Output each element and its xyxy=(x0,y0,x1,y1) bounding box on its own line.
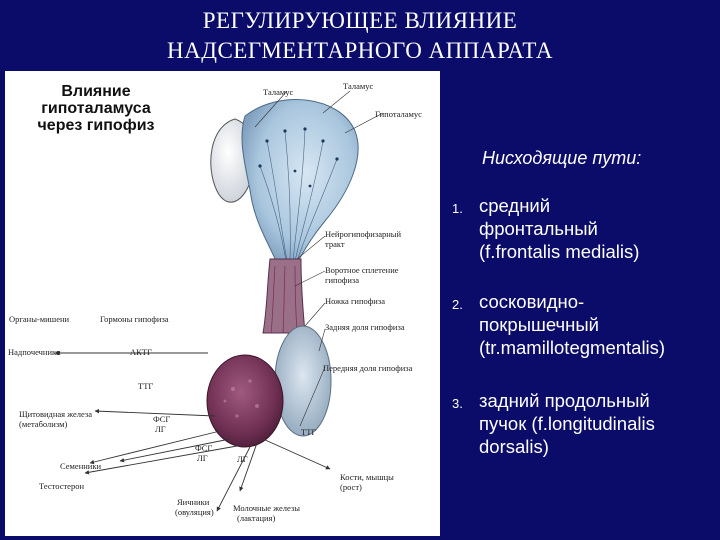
label-testes: Семенники xyxy=(60,461,102,471)
pathway-number-3: 3. xyxy=(452,396,463,411)
label-mammary-2: (лактация) xyxy=(237,513,276,523)
pathway-number-2: 2. xyxy=(452,297,463,312)
label-fsg-2: ФСГ xyxy=(195,443,213,453)
pathway-text-1: средний фронтальный (f.frontalis medialis) xyxy=(479,195,640,262)
label-bones-2: (рост) xyxy=(340,482,362,492)
label-ttg-2: ТТГ xyxy=(301,427,317,437)
caption-line-3: через гипофиз xyxy=(37,117,155,134)
caption-line-2: гипоталамуса xyxy=(41,100,151,117)
label-thyroid-1: Щитовидная железа xyxy=(19,409,93,419)
label-hypothalamus: Гипоталамус xyxy=(375,109,422,119)
pathway-number-1: 1. xyxy=(452,201,463,216)
slide-title xyxy=(0,6,720,66)
label-ttg-1: ТТГ xyxy=(138,381,154,391)
label-stalk: Ножка гипофиза xyxy=(325,296,385,306)
label-thalamus-left: Таламус xyxy=(263,87,294,97)
title-line-1: РЕГУЛИРУЮЩЕЕ ВЛИЯНИЕ xyxy=(202,8,518,33)
label-anterior-lobe: Передняя доля гипофиза xyxy=(323,363,413,373)
label-posterior-lobe: Задняя доля гипофиза xyxy=(325,322,405,332)
label-fsg-1: ФСГ xyxy=(153,414,171,424)
title-line-2: НАДСЕГМЕНТАРНОГО АППАРАТА xyxy=(167,38,553,63)
label-lg-2: ЛГ xyxy=(197,453,208,463)
label-thyroid-2: (метаболизм) xyxy=(19,419,68,429)
caption-line-1: Влияние xyxy=(61,83,131,100)
label-acth: АКТГ xyxy=(130,347,152,357)
label-ovaries-2: (овуляция) xyxy=(175,507,214,517)
pathway-text-2: сосковидно- покрышечный (tr.mamillotegmentalis) xyxy=(479,291,666,358)
label-ovaries-1: Яичники xyxy=(177,497,210,507)
label-bones-1: Кости, мышцы xyxy=(340,472,394,482)
label-mammary-1: Молочные железы xyxy=(233,503,300,513)
label-target-organs: Органы-мишени xyxy=(9,314,70,324)
figure-panel xyxy=(5,71,440,536)
label-adrenals: Надпочечники xyxy=(8,347,61,357)
label-neuro-tract-2: тракт xyxy=(325,239,345,249)
label-lg-1: ЛГ xyxy=(155,424,166,434)
label-thalamus-right: Таламус xyxy=(343,81,374,91)
pathways-heading: Нисходящие пути: xyxy=(482,148,642,168)
label-pituitary-hormones: Гормоны гипофиза xyxy=(100,314,169,324)
label-lg-3: ЛГ xyxy=(237,454,248,464)
label-portal-2: гипофиза xyxy=(325,275,360,285)
pathway-text-3: задний продольный пучок (f.longitudinalis dorsalis) xyxy=(479,390,655,457)
caption xyxy=(11,83,181,134)
anterior-lobe xyxy=(207,355,283,447)
label-neuro-tract-1: Нейрогипофизарный xyxy=(325,229,402,239)
label-portal-1: Воротное сплетение xyxy=(325,265,399,275)
label-testosterone: Тестостерон xyxy=(39,481,84,491)
